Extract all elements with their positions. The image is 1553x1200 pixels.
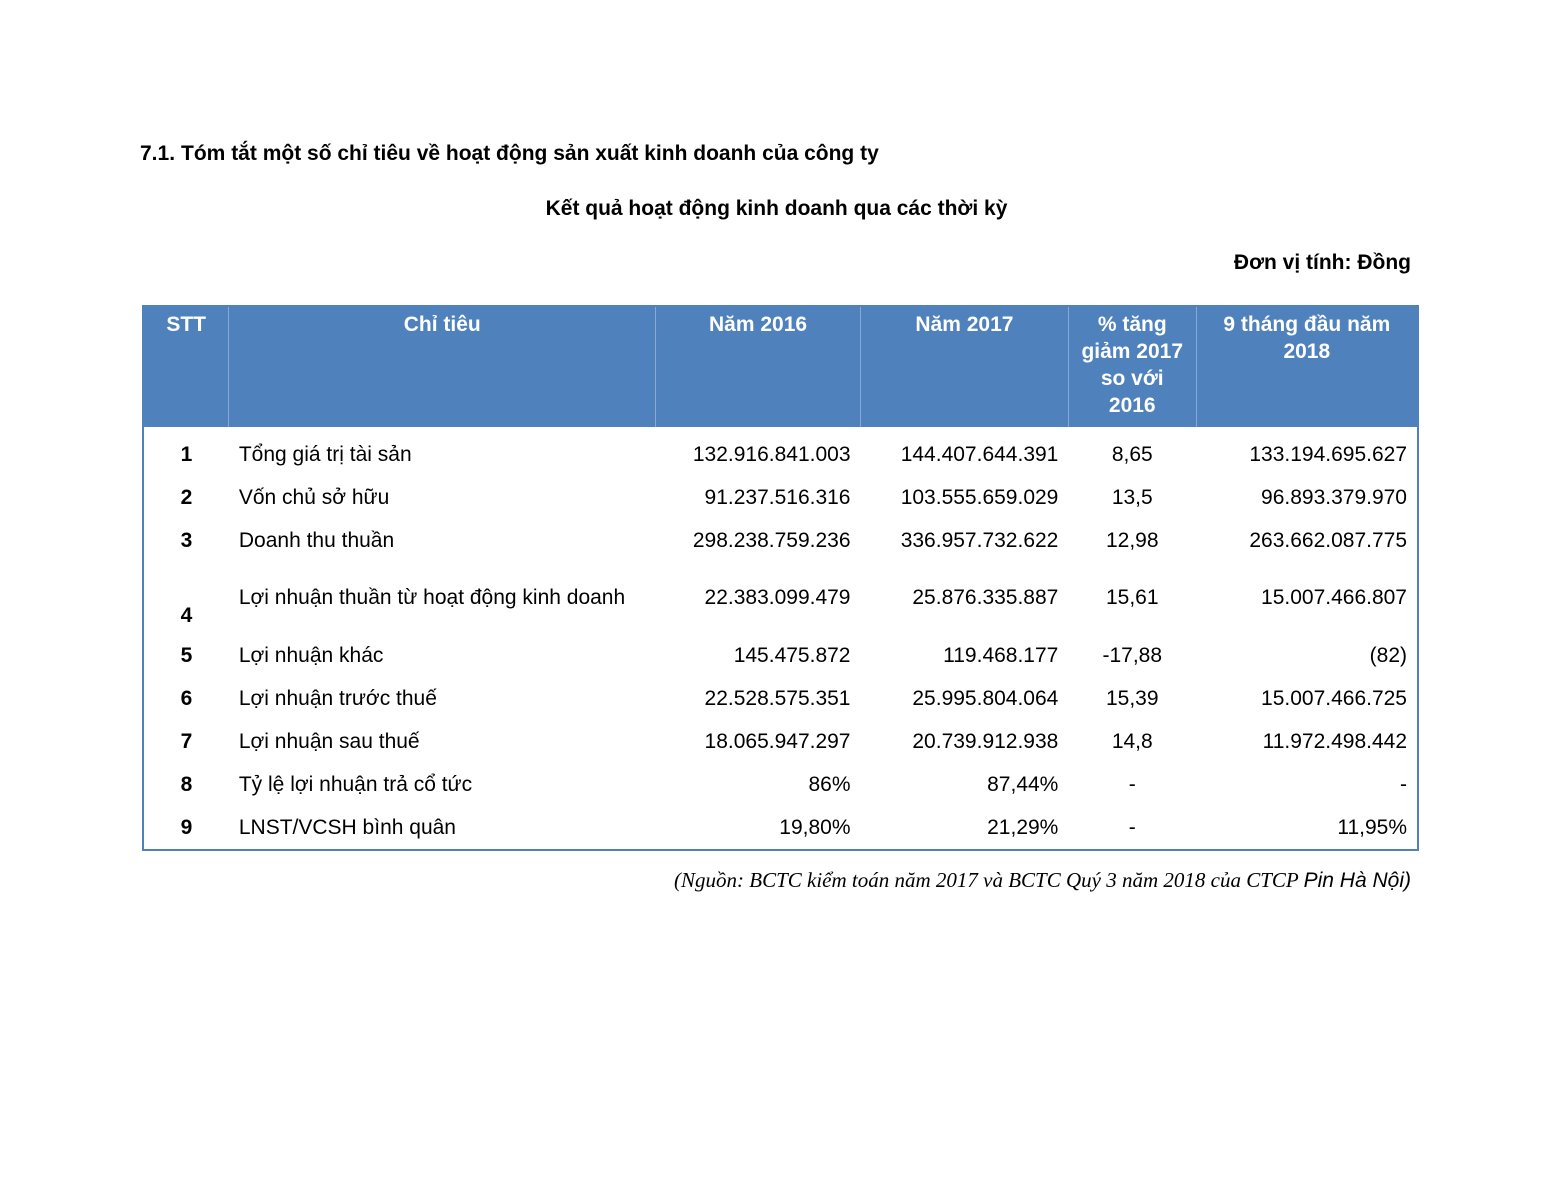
cell-9-months-2018: 15.007.466.807 bbox=[1261, 586, 1407, 609]
source-note-text: (Nguồn: BCTC kiểm toán năm 2017 và BCTC Quý 3 năm 2018 của CTCP bbox=[674, 868, 1304, 892]
cell-stt: 8 bbox=[180, 772, 193, 796]
cell-indicator: Tổng giá trị tài sản bbox=[238, 442, 412, 466]
cell-stt: 2 bbox=[180, 485, 193, 509]
cell-indicator: Lợi nhuận sau thuế bbox=[238, 729, 420, 753]
cell-year-2016: 145.475.872 bbox=[733, 643, 851, 667]
source-note-company: Pin Hà Nội) bbox=[1303, 869, 1411, 892]
cell-year-2016: 22.528.575.351 bbox=[704, 686, 851, 710]
cell-9-months-2018: 11.972.498.442 bbox=[1262, 729, 1407, 753]
cell-indicator: Vốn chủ sở hữu bbox=[238, 485, 390, 509]
cell-year-2016: 91.237.516.316 bbox=[704, 485, 851, 509]
cell-year-2017: 25.876.335.887 bbox=[912, 586, 1059, 609]
cell-indicator: Doanh thu thuần bbox=[238, 528, 395, 552]
cell-percent-change: 15,61 bbox=[1105, 586, 1159, 609]
cell-9-months-2018: 96.893.379.970 bbox=[1261, 485, 1407, 509]
cell-indicator: Lợi nhuận khác bbox=[238, 643, 384, 667]
table-row bbox=[143, 562, 1418, 634]
cell-9-months-2018: 263.662.087.775 bbox=[1249, 528, 1407, 552]
cell-year-2017: 144.407.644.391 bbox=[900, 442, 1059, 466]
cell-percent-change: 15,39 bbox=[1105, 686, 1159, 710]
cell-indicator: LNST/VCSH bình quân bbox=[238, 815, 456, 839]
cell-year-2017: 119.468.177 bbox=[943, 643, 1059, 667]
cell-stt: 4 bbox=[180, 604, 193, 627]
cell-9-months-2018: 15.007.466.725 bbox=[1261, 686, 1407, 710]
cell-indicator: Lợi nhuận trước thuế bbox=[238, 686, 437, 710]
cell-year-2016: 86% bbox=[808, 772, 851, 796]
cell-year-2017: 87,44% bbox=[987, 772, 1059, 796]
cell-year-2016: 22.383.099.479 bbox=[704, 586, 851, 609]
cell-year-2016: 19,80% bbox=[779, 815, 851, 839]
cell-year-2017: 20.739.912.938 bbox=[912, 729, 1059, 753]
cell-9-months-2018: (82) bbox=[1369, 643, 1407, 667]
header-9-months-2018: 9 tháng đầu năm 2018 bbox=[1196, 306, 1418, 427]
source-note bbox=[674, 868, 1411, 893]
header-year-2017: Năm 2017 bbox=[861, 306, 1069, 427]
cell-percent-change: 8,65 bbox=[1111, 442, 1153, 466]
cell-stt: 1 bbox=[180, 442, 193, 466]
cell-stt: 5 bbox=[180, 643, 193, 667]
section-heading bbox=[140, 142, 879, 166]
cell-percent-change: -17,88 bbox=[1102, 643, 1163, 667]
table-row bbox=[143, 634, 1418, 677]
cell-indicator: Tỷ lệ lợi nhuận trả cổ tức bbox=[238, 772, 473, 796]
table-row bbox=[143, 806, 1418, 850]
business-results-table bbox=[142, 305, 1419, 851]
cell-year-2017: 21,29% bbox=[987, 815, 1059, 839]
header-stt: STT bbox=[143, 306, 229, 427]
table-header-row bbox=[143, 306, 1418, 427]
cell-9-months-2018: 11,95% bbox=[1337, 815, 1407, 839]
table-row bbox=[143, 427, 1418, 476]
cell-stt: 7 bbox=[180, 729, 193, 753]
cell-percent-change: 14,8 bbox=[1111, 729, 1153, 753]
header-year-2016: Năm 2016 bbox=[656, 306, 861, 427]
table-row bbox=[143, 519, 1418, 562]
table-title: Kết quả hoạt động kinh doanh qua các thời kỳ bbox=[545, 197, 1008, 220]
cell-percent-change: 12,98 bbox=[1105, 528, 1159, 552]
cell-stt: 6 bbox=[180, 686, 193, 710]
header-indicator: Chỉ tiêu bbox=[229, 306, 656, 427]
table-row bbox=[143, 763, 1418, 806]
section-number: 7.1. bbox=[140, 142, 176, 165]
cell-9-months-2018: 133.194.695.627 bbox=[1249, 442, 1407, 466]
cell-indicator: Lợi nhuận thuần từ hoạt động kinh doanh bbox=[238, 586, 626, 609]
table-row bbox=[143, 476, 1418, 519]
cell-stt: 9 bbox=[180, 815, 193, 839]
cell-percent-change: - bbox=[1128, 772, 1136, 796]
cell-percent-change: - bbox=[1128, 815, 1136, 839]
cell-year-2017: 103.555.659.029 bbox=[900, 485, 1059, 509]
cell-year-2016: 18.065.947.297 bbox=[704, 729, 851, 753]
section-title-text: Tóm tắt một số chỉ tiêu về hoạt động sản xuất kinh doanh của công ty bbox=[181, 142, 879, 165]
cell-year-2016: 298.238.759.236 bbox=[692, 528, 851, 552]
table-row bbox=[143, 720, 1418, 763]
cell-stt: 3 bbox=[180, 528, 193, 552]
cell-year-2017: 25.995.804.064 bbox=[912, 686, 1059, 710]
table-row bbox=[143, 677, 1418, 720]
header-percent-change: % tăng giảm 2017 so với 2016 bbox=[1068, 306, 1196, 427]
cell-year-2017: 336.957.732.622 bbox=[900, 528, 1059, 552]
unit-label: Đơn vị tính: Đồng bbox=[1233, 251, 1411, 274]
cell-percent-change: 13,5 bbox=[1111, 485, 1153, 509]
cell-year-2016: 132.916.841.003 bbox=[692, 442, 851, 466]
cell-9-months-2018: - bbox=[1400, 772, 1407, 796]
